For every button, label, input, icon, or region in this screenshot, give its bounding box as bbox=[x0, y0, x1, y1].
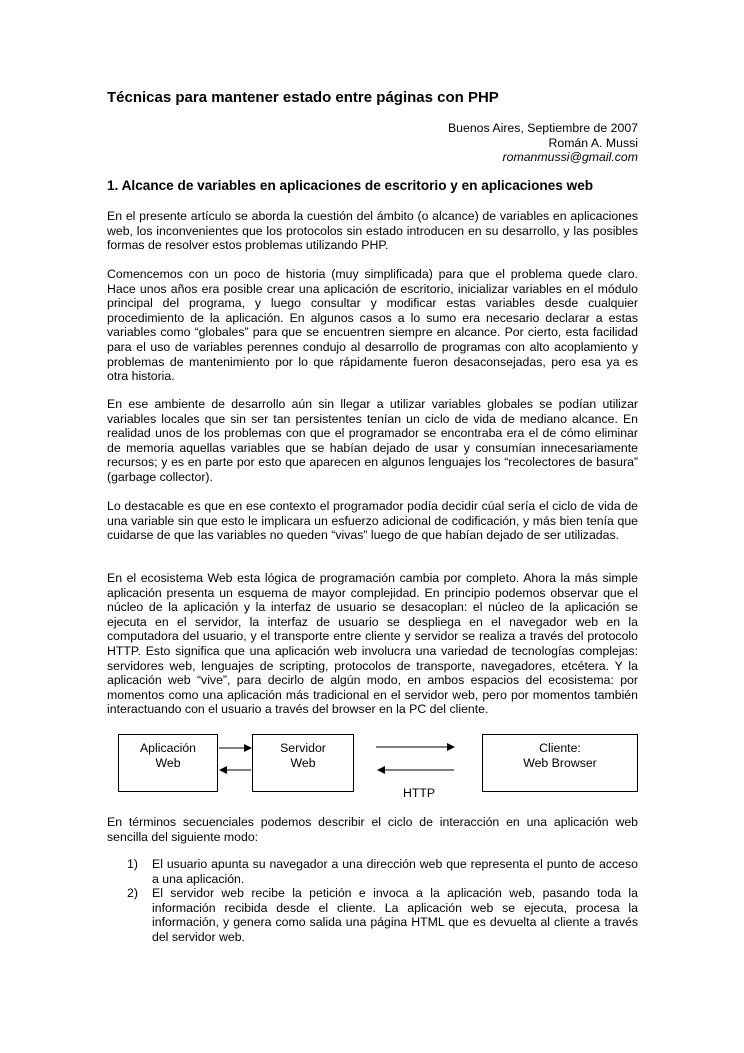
document-meta bbox=[448, 121, 638, 165]
section-heading: 1. Alcance de variables en aplicaciones de escritorio y en aplicaciones web bbox=[107, 178, 594, 193]
paragraph-sequence-intro: En términos secuenciales podemos describir el ciclo de interacción en una aplicación web sencilla del siguiente modo: bbox=[107, 815, 638, 844]
architecture-diagram bbox=[118, 734, 638, 804]
author-name: Román A. Mussi bbox=[548, 135, 638, 150]
paragraph-intro: En el presente artículo se aborda la cuestión del ámbito (o alcance) de variables en aplicaciones web, los inconvenientes que los protocolos sin estado introducen en su desarrollo, y las posibles formas de resolver estos problemas utilizando PHP. bbox=[107, 209, 638, 253]
diagram-server-line1: Servidor bbox=[280, 741, 326, 755]
paragraph-web-ecosystem: En el ecosistema Web esta lógica de programación cambia por completo. Ahora la más simple aplicación presenta un esquema de mayor complejidad. En principio podemos observar que el núcleo de la aplicación y la interfaz de usuario se desacoplan: el núcleo de la aplicación se ejecuta en el servidor, la interfaz de usuario se despliega en el navegador web en la computadora del usuario, y el transporte entre cliente y servidor se realiza a través del protocolo HTTP. Esto significa que una aplicación web involucra una variedad de tecnologías complejas: servidores web, lenguajes de scripting, protocolos de transporte, navegadores, etcétera. Y la aplicación web “vive”, para decirlo de algún modo, en ambos espacios del ecosistema: por momentos como una aplicación más tradicional en el servidor web, pero por momentos también interactuando con el usuario a través del browser en la PC del cliente. bbox=[107, 571, 638, 717]
document-title: Técnicas para mantener estado entre páginas con PHP bbox=[107, 89, 499, 106]
diagram-arrows bbox=[118, 734, 638, 804]
diagram-client-line2: Web Browser bbox=[523, 756, 597, 770]
author-email: romanmussi@gmail.com bbox=[502, 150, 638, 164]
location-date: Buenos Aires, Septiembre de 2007 bbox=[447, 121, 638, 135]
diagram-application-line2: Web bbox=[155, 756, 181, 770]
step-text: El servidor web recibe la petición e invoca a la aplicación web, pasando toda la información recibida desde el cliente. La aplicación web se ejecuta, procesa la información, y genera como salida una página HTML que es devuelta al cliente a través del servidor web. bbox=[152, 886, 638, 944]
diagram-protocol-label: HTTP bbox=[403, 786, 436, 800]
list-item bbox=[127, 857, 638, 886]
interaction-steps-list bbox=[127, 857, 638, 945]
step-number: 2) bbox=[127, 886, 138, 901]
paragraph-local-variables: En ese ambiente de desarrollo aún sin llegar a utilizar variables globales se podían utilizar variables locales que sin ser tan persistentes tenían un ciclo de vida de mediano alcance. En realidad unos de los problemas con que el programador se encontraba era el de cómo eliminar de memoria aquellas variables que se habían dejado de usar y consumían innecesariamente recursos; y es en parte por esto que aparecen en algunos lenguajes los “recolectores de basura” (garbage collector). bbox=[107, 397, 638, 484]
paragraph-lifecycle: Lo destacable es que en ese contexto el programador podía decidir cúal sería el ciclo de vida de una variable sin que esto le implicara un esfuerzo adicional de codificación, y más bien tenía que cuidarse de que las variables no queden “vivas” luego de que habían dejado de ser utilizadas. bbox=[107, 499, 638, 543]
paragraph-history: Comencemos con un poco de historia (muy simplificada) para que el problema quede claro. Hace unos años era posible crear una aplicación de escritorio, inicializar variables en el módulo principal del programa, y luego consultar y modificar estas variables desde cualquier procedimiento de la aplicación. En algunos casos a lo sumo era necesario declarar a estas variables como “globales” para que se encuentren siempre en alcance. Por cierto, esta facilidad para el uso de variables perennes condujo al desarrollo de programas con alto acoplamiento y problemas de mantenimiento por lo que rápidamente fueron desaconsejadas, pero esa ya es otra historia. bbox=[107, 267, 638, 384]
list-item bbox=[127, 886, 638, 944]
step-number: 1) bbox=[127, 857, 138, 871]
diagram-client-line1: Cliente: bbox=[539, 741, 581, 755]
diagram-application-line1: Aplicación bbox=[139, 741, 197, 755]
step-text: El usuario apunta su navegador a una dirección web que representa el punto de acceso a una aplicación. bbox=[152, 857, 638, 886]
diagram-server-line2: Web bbox=[290, 756, 316, 770]
